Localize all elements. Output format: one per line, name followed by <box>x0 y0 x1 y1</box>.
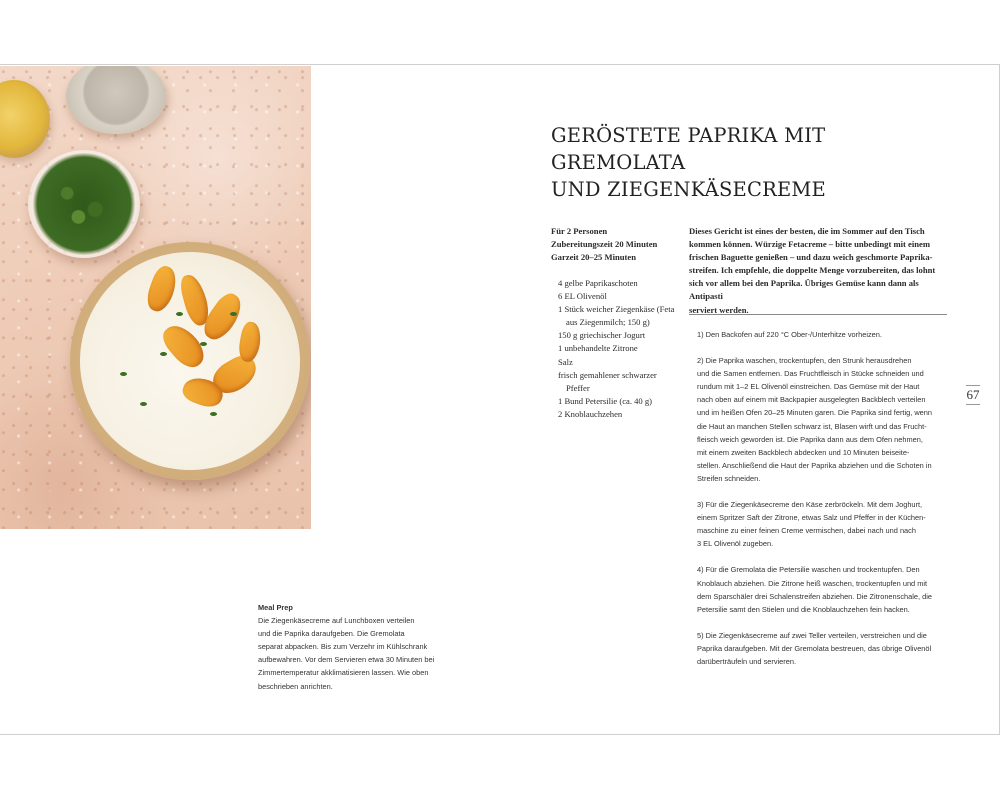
meal-prep-line: und die Paprika daraufgeben. Die Gremolata <box>258 629 405 639</box>
ingredient-item: 1 Bund Petersilie (ca. 40 g) <box>558 395 653 406</box>
divider <box>689 314 947 315</box>
step-line: rundum mit 1–2 EL Olivenöl einstreichen. Das Gemüse mit der Haut <box>697 382 920 392</box>
parsley-leaf <box>120 372 127 376</box>
step-5 <box>697 629 953 668</box>
ingredient-item: frisch gemahlener schwarzer <box>558 369 657 380</box>
step-line: stellen. Anschließend die Haut der Paprika abziehen und die Schoten in <box>697 460 932 470</box>
herb-bowl <box>28 150 140 258</box>
intro-line: kommen können. Würzige Fetacreme – bitte unbedingt mit einem <box>689 239 931 250</box>
goat-cheese-cream <box>80 252 300 470</box>
plate <box>70 242 310 480</box>
ingredient-item: 1 Stück weicher Ziegenkäse (Feta <box>558 304 675 315</box>
ingredient-item: 4 gelbe Paprikaschoten <box>558 278 638 288</box>
step-line: 5) Die Ziegenkäsecreme auf zwei Teller verteilen, verstreichen und die <box>697 630 927 640</box>
ingredient-item: aus Ziegenmilch; 150 g) <box>566 317 650 328</box>
step-2 <box>697 354 953 485</box>
parsley-leaf <box>176 312 183 316</box>
step-4 <box>697 563 953 615</box>
step-line: fleisch weich geworden ist. Die Paprika dann aus dem Ofen nehmen, <box>697 434 923 444</box>
pepper-strip <box>143 263 181 314</box>
parsley-leaf <box>210 412 217 416</box>
parsley-leaf <box>140 402 147 406</box>
step-3 <box>697 498 953 550</box>
step-line: darüberträufeln und servieren. <box>697 656 797 666</box>
parsley-leaf <box>230 312 237 316</box>
recipe-title <box>551 122 951 203</box>
ingredient-item: 2 Knoblauchzehen <box>558 408 623 419</box>
intro-line: frischen Baguette genießen – und dazu weich geschmorte Paprika- <box>689 252 933 263</box>
title-line: UND ZIEGENKÄSECREME <box>551 178 826 201</box>
book-spread <box>0 64 1000 735</box>
step-line: 2) Die Paprika waschen, trockentupfen, den Strunk herausdrehen <box>697 356 912 366</box>
cook-time: Garzeit 20–25 Minuten <box>551 252 636 262</box>
ingredient-item: 6 EL Olivenöl <box>558 291 607 302</box>
ingredient-item: Salz <box>558 356 573 367</box>
pepper-strip <box>237 321 264 364</box>
recipe-intro <box>689 225 951 317</box>
step-line: und im heißen Ofen 20–25 Minuten garen. Die Paprika sind fertig, wenn <box>697 408 932 418</box>
ingredient-item: 150 g griechischer Jogurt <box>558 330 646 341</box>
step-line: die Haut an manchen Stellen schwarz ist, Blasen wirft und das Frucht- <box>697 421 927 431</box>
step-line: und die Samen entfernen. Das Fruchtfleisch in Stücke schneiden und <box>697 369 924 379</box>
step-line: Knoblauch abziehen. Die Zitrone heiß waschen, trockentupfen und mit <box>697 578 928 588</box>
meal-prep-line: beschrieben anrichten. <box>258 681 333 691</box>
step-line: 3) Für die Ziegenkäsecreme den Käse zerbröckeln. Mit dem Joghurt, <box>697 500 923 510</box>
step-line: dem Sparschäler drei Schalenstreifen abziehen. Die Zitronenschale, die <box>697 591 932 601</box>
prep-time: Zubereitungszeit 20 Minuten <box>551 239 658 249</box>
recipe-meta <box>551 225 681 264</box>
meal-prep-line: aufbewahren. Vor dem Servieren etwa 30 Minuten bei <box>258 655 435 665</box>
intro-line: serviert werden. <box>689 304 749 315</box>
parsley-leaf <box>160 352 167 356</box>
meal-prep-line: Die Ziegenkäsecreme auf Lunchboxen verteilen <box>258 616 415 626</box>
step-line: maschine zu einer feinen Creme vermischen, dabei nach und nach <box>697 526 916 536</box>
step-line: 3 EL Olivenöl zugeben. <box>697 539 774 549</box>
title-line: GERÖSTETE PAPRIKA MIT GREMOLATA <box>551 124 826 174</box>
step-line: 1) Den Backofen auf 220 °C Ober-/Unterhitze vorheizen. <box>697 330 882 339</box>
servings: Für 2 Personen <box>551 226 608 236</box>
intro-line: streifen. Ich empfehle, die doppelte Menge vorzubereiten, das lohnt <box>689 265 936 276</box>
step-line: Streifen schneiden. <box>697 473 761 483</box>
recipe-steps <box>697 328 953 681</box>
step-line: nach oben auf einem mit Backpapier ausgelegten Backblech verteilen <box>697 395 926 405</box>
meal-prep-line: Zimmertemperatur akklimatisieren lassen. Wie oben <box>258 668 429 678</box>
step-1 <box>697 328 953 341</box>
meal-prep-line: separat abpacken. Bis zum Verzehr im Kühlschrank <box>258 642 428 652</box>
ingredient-item: 1 unbehandelte Zitrone <box>558 343 638 354</box>
page-number: 67 <box>966 387 980 402</box>
intro-line: Dieses Gericht ist eines der besten, die im Sommer auf den Tisch <box>689 226 925 236</box>
parsley-leaf <box>200 342 207 346</box>
step-line: mit einem zweiten Backblech abdecken und 10 Minuten beiseite- <box>697 447 910 457</box>
step-line: 4) Für die Gremolata die Petersilie waschen und trockentupfen. Den <box>697 565 920 575</box>
meal-prep-heading: Meal Prep <box>258 603 293 612</box>
pepper-strip <box>158 319 210 374</box>
meal-prep-note <box>258 601 458 693</box>
step-line: einem Spritzer Saft der Zitrone, etwas Salz und Pfeffer in der Küchen- <box>697 513 926 523</box>
ingredient-item: Pfeffer <box>566 382 590 393</box>
step-line: Petersilie samt den Stielen und die Knoblauchzehen fein hacken. <box>697 604 910 614</box>
food-photo <box>0 66 311 529</box>
ingredient-list <box>558 277 686 421</box>
step-line: Paprika daraufgeben. Mit der Gremolata bestreuen, das übrige Olivenöl <box>697 643 932 653</box>
intro-line: sich vor allem bei den Paprika. Übriges Gemüse kann dann als Antipasti <box>689 278 919 302</box>
